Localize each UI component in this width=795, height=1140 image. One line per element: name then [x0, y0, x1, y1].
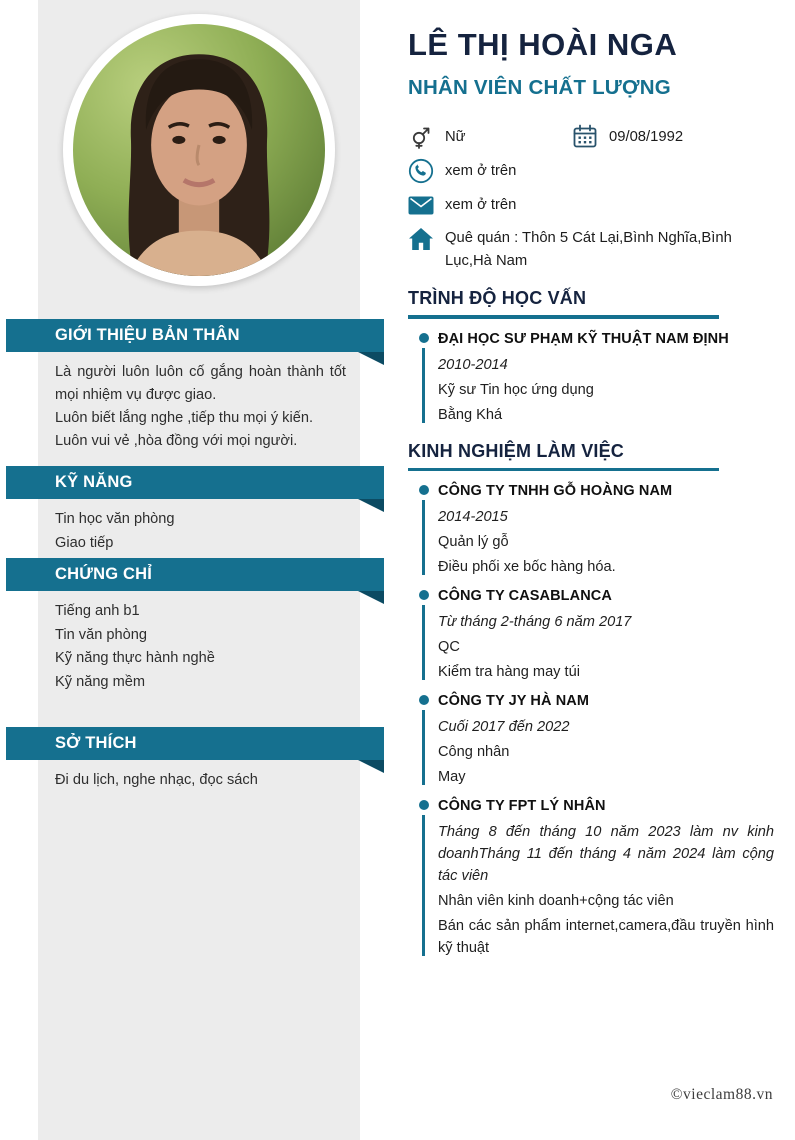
experience-item — [408, 481, 774, 578]
experience-detail: QC — [438, 639, 460, 655]
about-line: Luôn vui vẻ ,hòa đồng với mọi người. — [55, 433, 298, 449]
experience-period: Từ tháng 2-tháng 6 năm 2017 — [438, 614, 632, 630]
info-row-phone — [408, 154, 774, 188]
company-name: CÔNG TY CASABLANCA — [438, 588, 612, 604]
experience-period: 2014-2015 — [438, 509, 508, 525]
profile-photo-frame — [63, 14, 335, 286]
school-name: ĐẠI HỌC SƯ PHẠM KỸ THUẬT NAM ĐỊNH — [438, 330, 729, 347]
email-value: xem ở trên — [445, 196, 517, 213]
about-body — [38, 352, 360, 453]
education-item — [408, 329, 774, 426]
experience-detail: May — [438, 769, 466, 785]
certificate-item: Tiếng anh b1 — [55, 603, 140, 619]
experience-rule — [408, 468, 719, 472]
hobbies-title: SỞ THÍCH — [55, 734, 137, 752]
education-detail: Bằng Khá — [438, 406, 503, 423]
experience-item — [408, 691, 774, 788]
certificates-title: CHỨNG CHỈ — [55, 565, 153, 583]
experience-detail: Công nhân — [438, 744, 510, 760]
company-name: CÔNG TY JY HÀ NAM — [438, 693, 590, 709]
company-name: CÔNG TY TNHH GỖ HOÀNG NAM — [438, 483, 673, 499]
info-row-email — [408, 188, 774, 222]
certificate-item: Kỹ năng mềm — [55, 673, 146, 690]
hobbies-body — [38, 760, 360, 793]
watermark: ©vieclam88.vn — [670, 1086, 773, 1103]
about-line: Là người luôn luôn cố gắng hoàn thành tốt mọi nhiệm vụ được giao. — [55, 364, 346, 403]
education-title: TRÌNH ĐỘ HỌC VẤN — [408, 288, 587, 308]
experience-detail: Quản lý gỗ — [438, 534, 509, 550]
experience-title: KINH NGHIỆM LÀM VIỆC — [408, 440, 625, 461]
about-title: GIỚI THIỆU BẢN THÂN — [55, 326, 240, 344]
avatar — [73, 24, 325, 276]
gender-value: Nữ — [445, 128, 466, 145]
experience-list — [408, 481, 774, 959]
main-column — [408, 0, 774, 967]
calendar-icon — [572, 124, 598, 150]
experience-item — [408, 586, 774, 683]
info-row-address — [408, 222, 774, 273]
person-name: LÊ THỊ HOÀI NGA — [408, 27, 678, 62]
skills-title: KỸ NĂNG — [55, 473, 133, 491]
experience-period: Cuối 2017 đến 2022 — [438, 719, 570, 735]
personal-info — [408, 120, 774, 273]
certificate-item: Kỹ năng thực hành nghề — [55, 650, 215, 666]
experience-period: Tháng 8 đến tháng 10 năm 2023 làm nv kinh doanhTháng 11 đến tháng 4 năm 2024 làm cộng tác viên — [438, 824, 774, 884]
education-period: 2010-2014 — [438, 356, 508, 373]
education-rule — [408, 315, 719, 319]
experience-detail: Kiểm tra hàng may túi — [438, 664, 580, 680]
certificate-item: Tin văn phòng — [55, 626, 147, 643]
home-icon — [408, 227, 434, 251]
experience-detail: Điều phối xe bốc hàng hóa. — [438, 559, 616, 575]
certificates-body — [38, 591, 360, 694]
about-line: Luôn biết lắng nghe ,tiếp thu mọi ý kiến. — [55, 410, 313, 426]
skill-item: Giao tiếp — [55, 534, 114, 551]
address-value: Quê quán : Thôn 5 Cát Lại,Bình Nghĩa,Bình Lục,Hà Nam — [445, 230, 732, 269]
hobby-item: Đi du lịch, nghe nhạc, đọc sách — [55, 772, 258, 788]
section-banner-about — [6, 319, 384, 352]
phone-value: xem ở trên — [445, 162, 517, 179]
education-list — [408, 329, 774, 426]
experience-item — [408, 796, 774, 959]
company-name: CÔNG TY FPT LÝ NHÂN — [438, 798, 606, 814]
skills-body — [38, 499, 360, 555]
skill-item: Tin học văn phòng — [55, 511, 175, 527]
info-row-gender-birthday — [408, 120, 774, 154]
sidebar — [38, 319, 360, 793]
education-detail: Kỹ sư Tin học ứng dụng — [438, 381, 594, 398]
experience-detail: Bán các sản phẩm internet,camera,đầu truyền hình kỹ thuật — [438, 918, 774, 956]
education-section — [408, 287, 774, 426]
profile-photo — [73, 24, 325, 276]
job-title: NHÂN VIÊN CHẤT LƯỢNG — [408, 76, 671, 99]
birthday-value: 09/08/1992 — [609, 128, 684, 145]
experience-detail: Nhân viên kinh doanh+cộng tác viên — [438, 893, 674, 909]
phone-icon — [408, 158, 434, 184]
section-banner-hobbies — [6, 727, 384, 760]
section-banner-certificates — [6, 558, 384, 591]
gender-icon — [408, 125, 434, 149]
section-banner-skills — [6, 466, 384, 499]
gender-cell — [408, 125, 572, 149]
birthday-cell — [572, 124, 683, 150]
experience-section — [408, 440, 774, 960]
email-icon — [408, 196, 434, 215]
